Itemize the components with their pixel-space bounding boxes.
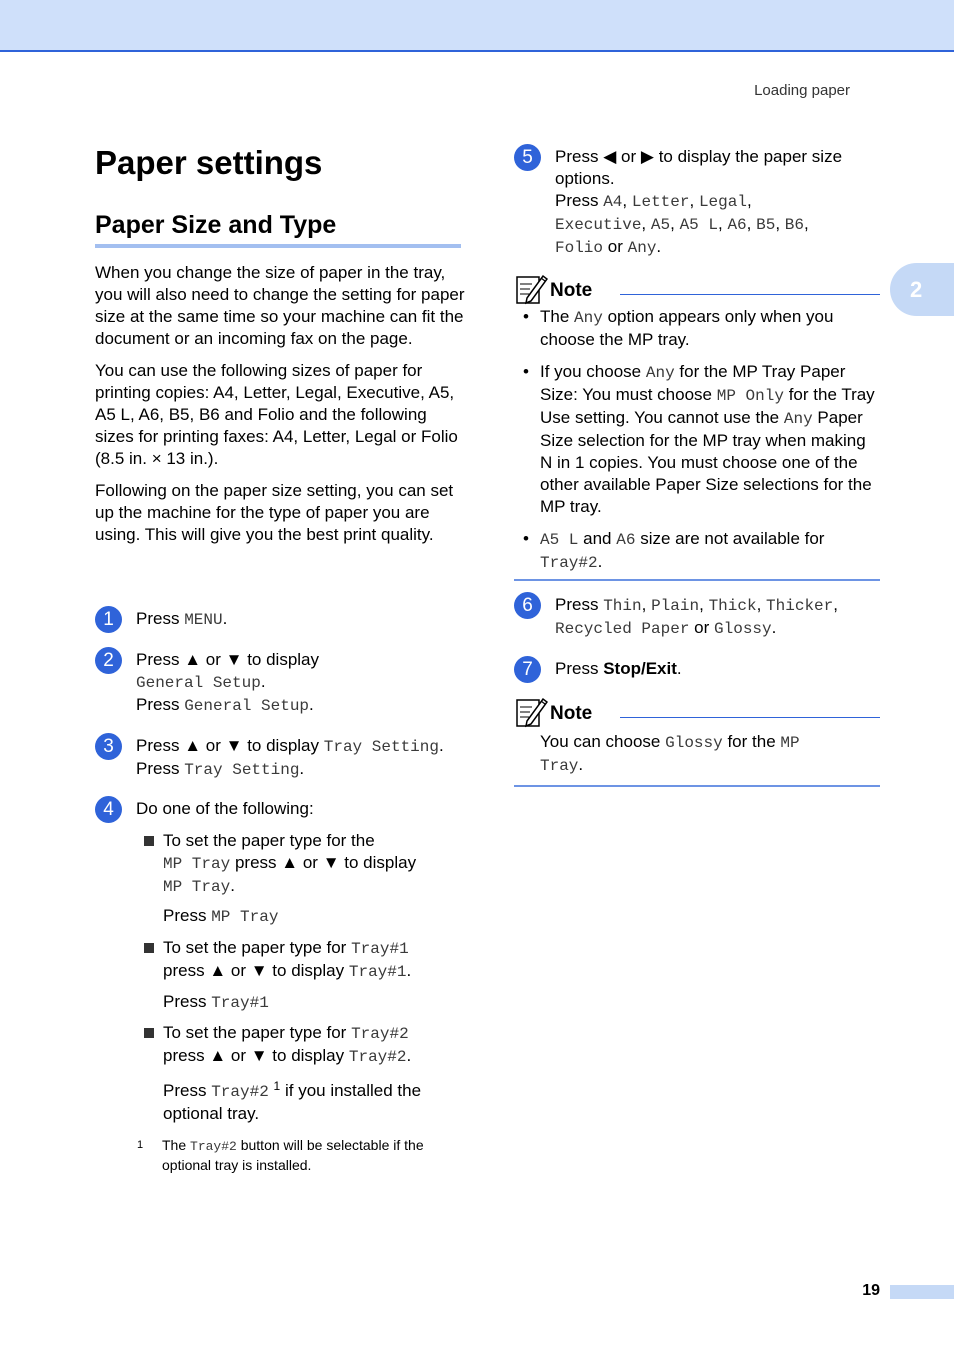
note-label: Note (550, 703, 593, 724)
down-arrow-icon: ▼ (322, 853, 340, 872)
note-end-rule (514, 579, 880, 581)
down-arrow-icon: ▼ (250, 961, 268, 980)
step-text: Press MENU. (136, 609, 228, 629)
note-pencil-icon (515, 695, 548, 728)
up-arrow-icon: ▲ (281, 853, 299, 872)
note-end-rule (514, 785, 880, 787)
page-number-bar (890, 1285, 954, 1299)
step-number: 2 (95, 647, 122, 674)
up-arrow-icon: ▲ (184, 736, 202, 755)
right-arrow-icon: ▶ (640, 147, 654, 166)
intro-paragraph: When you change the size of paper in the tray, you will also need to change the setting for paper size at the same time so your machine can fit the document or an incoming fax on the page. (95, 263, 465, 348)
note-bullet: • A5 L and A6 size are not available for Tray#2. (514, 528, 880, 574)
note-pencil-icon (515, 272, 548, 305)
option-mp-tray: To set the paper type for the MP Tray press ▲ or ▼ to display MP Tray. (144, 830, 444, 898)
step-number: 1 (95, 606, 122, 633)
square-bullet-icon (144, 943, 154, 953)
step-text: Press Stop/Exit. (555, 659, 682, 678)
step-number: 4 (95, 796, 122, 823)
note-bullet: • If you choose Any for the MP Tray Paper Size: You must choose MP Only for the Tray Use setting. You cannot use the Any Paper Size selection for the MP tray when making N in 1 copies. You must choose one of the other available Paper Size selections for the MP tray. (514, 361, 880, 518)
note-2-body: You can choose Glossy for the MP Tray. (540, 732, 800, 775)
up-arrow-icon: ▲ (184, 650, 202, 669)
square-bullet-icon (144, 1028, 154, 1038)
note-header (515, 272, 880, 308)
running-header: Loading paper (754, 82, 850, 99)
step-number: 7 (514, 656, 541, 683)
note-label: Note (550, 280, 593, 301)
step-text: Press ▲ or ▼ to display Tray Setting. Press Tray Setting. (136, 736, 444, 779)
step-text: Press ▲ or ▼ to display General Setup. Press General Setup. (136, 650, 320, 715)
press-tray-2: Press Tray#2 $^1$ if you installed the optional tray. (163, 1079, 422, 1123)
intro-paragraph: You can use the following sizes of paper for printing copies: A4, Letter, Legal, Executive, A5, A5 L, A6, B5, B6 and Folio and the following sizes for printing faxes: A4, Letter, Legal or Folio (8.5 in. × 13 in.). (95, 361, 458, 468)
press-tray-1: Press Tray#1 (163, 992, 269, 1012)
section-title: Paper Size and Type (95, 210, 461, 248)
option-tray-1: To set the paper type for Tray#1 press ▲ or ▼ to display Tray#1. (144, 937, 454, 983)
down-arrow-icon: ▼ (225, 650, 243, 669)
footnote: 1 The Tray#2 button will be selectable if the optional tray is installed. (137, 1137, 424, 1173)
note-bullet: • The Any option appears only when you choose the MP tray. (514, 306, 880, 351)
footnote-ref: 1 (273, 1079, 281, 1093)
press-mp-tray: Press MP Tray (163, 906, 279, 926)
down-arrow-icon: ▼ (250, 1046, 268, 1065)
up-arrow-icon: ▲ (209, 961, 227, 980)
step-number: 5 (514, 144, 541, 171)
step-number: 6 (514, 592, 541, 619)
option-tray-2: To set the paper type for Tray#2 press ▲ or ▼ to display Tray#2. (144, 1022, 454, 1068)
chapter-tab: 2 (890, 263, 954, 316)
down-arrow-icon: ▼ (225, 736, 243, 755)
step-text: Press ◀ or ▶ to display the paper size options. Press A4, Letter, Legal, Executive, A5, A5 L, A6, B5, B6, Folio or Any. (555, 147, 843, 257)
square-bullet-icon (144, 836, 154, 846)
note-divider (620, 294, 880, 295)
left-arrow-icon: ◀ (603, 147, 617, 166)
intro-paragraph: Following on the paper size setting, you can set up the machine for the type of paper you are using. This will give you the best print quality. (95, 481, 454, 544)
step-text: Press Thin, Plain, Thick, Thicker, Recycled Paper or Glossy. (555, 595, 838, 638)
note-1-body (514, 306, 880, 584)
step-text: Do one of the following: (136, 799, 314, 818)
up-arrow-icon: ▲ (209, 1046, 227, 1065)
step-number: 3 (95, 733, 122, 760)
note-divider (620, 717, 880, 718)
footnote-mark: 1 (137, 1139, 144, 1151)
page-title: Paper settings (95, 144, 323, 181)
note-header (515, 695, 880, 731)
page-number: 19 (862, 1282, 880, 1299)
top-banner (0, 0, 954, 52)
intro-text (95, 262, 465, 556)
